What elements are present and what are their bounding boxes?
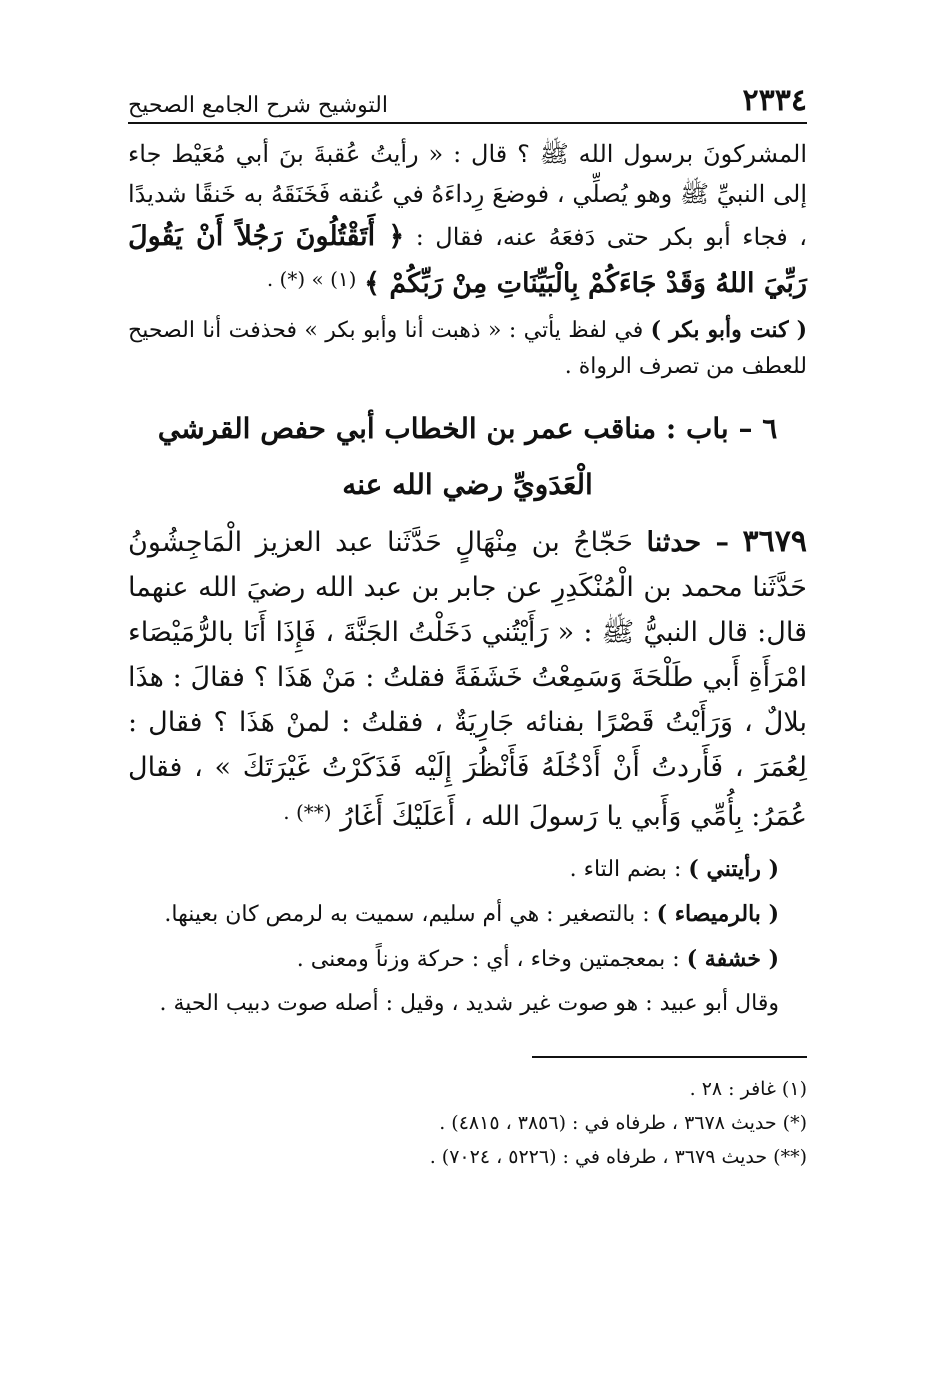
hadith-text: حَجّاجُ بن مِنْهَالٍ حَدَّثَنا عبد العزيز الْمَاجِشُونُ حَدَّثَنا محمد بن الْمُنْكَدِرِ عن جابر بن عبد الله رضيَ الله عنهما قال: قال النبيُّ ﷺ : « رَأَيْتُني دَخَلْتُ الجَنَّةَ ، فَإِذَا أَنَا بالرُّمَيْصَاء امْرَأَةِ أَبي طَلْحَةَ وَسَمِعْتُ خَشَفَةً فقلتُ : مَنْ هَذَا ؟ فقالَ : هذَا بلالٌ ، وَرَأَيْتُ قَصْرًا بفنائه جَارِيَةٌ ، فقلتُ : لمنْ هَذَا ؟ فقال : لِعُمَرَ ، فَأَردتُ أَنْ أَدْخُلَهُ فَأَنْظُرَ إِلَيْه فَذَكَرْتُ غَيْرَتَكَ » ، فقال عُمَرُ: بِأُمِّي وَأَبي يا رَسولَ الله ، أَعَلَيْكَ أَغَارُ [128, 527, 807, 832]
note-term: ( كنت وأبو بكر ) [650, 317, 808, 343]
running-title: التوشيح شرح الجامع الصحيح [128, 93, 388, 118]
hadith-intro: – حدثنا [646, 527, 730, 558]
footnote-rule [532, 1056, 807, 1058]
explanation-text: وقال أبو عبيد : هو صوت غير شديد ، وقيل : أصله صوت دبيب الحية . [159, 991, 779, 1016]
footnote-1: (١) غافر : ٢٨ . [689, 1078, 807, 1100]
explanation-term: ( خشفة ) [686, 946, 779, 972]
chapter-heading [128, 401, 807, 513]
hadith-number: ٣٦٧٩ [742, 524, 807, 559]
explanations [128, 847, 807, 1026]
chapter-title-line-1: ٦ – باب : مناقب عمر بن الخطاب أبي حفص القرشي [157, 412, 778, 445]
explanation-term: ( رأيتني ) [688, 856, 779, 882]
explanation-item [128, 937, 807, 982]
explanation-text: : بمعجمتين وخاء ، أي : حركة وزناً ومعنى . [296, 947, 680, 972]
header-rule [128, 122, 807, 124]
page-number: ٢٣٣٤ [742, 83, 807, 118]
explanation-item [128, 892, 807, 937]
footnote-3: (**) حديث ٣٦٧٩ ، طرفاه في : (٥٢٢٦ ، ٧٠٢٤) . [429, 1146, 807, 1168]
opening-text: المشركونَ برسول الله ﷺ ؟ قال : « رأيتُ عُقبةَ بنَ أبي مُعَيْط جاء إلى النبيِّ ﷺ وهو يُصلِّي ، فوضعَ رِداءَهُ في عُنقه فَخَنَقَهُ به خَنقًا شديدًا ، فجاء أبو بكر حتى دَفعَهُ عنه، فقال : [128, 140, 807, 251]
footnote-refs: (١) » (*) . [266, 267, 357, 291]
explanation-text: : بضم التاء . [569, 857, 682, 882]
explanation-item [128, 982, 807, 1026]
quran-verse: ﴿ أَتَقْتُلُونَ رَجُلاً أَنْ يَقُولَ رَبِّيَ اللهُ وَقَدْ جَاءَكُمْ بِالْبَيِّنَاتِ مِنْ رَبِّكُمْ ﴾ [128, 221, 807, 299]
footnote-2: (*) حديث ٣٦٧٨ ، طرفاه في : (٣٨٥٦ ، ٤٨١٥) . [439, 1112, 807, 1134]
hadith-footnote-ref: (**) . [283, 800, 332, 824]
explanation-text: : بالتصغير : هي أم سليم، سميت به لرمص كان بعينها. [164, 902, 650, 927]
explanation-term: ( بالرميصاء ) [656, 901, 779, 927]
explanation-item [128, 847, 807, 892]
footnotes [128, 1072, 807, 1174]
chapter-title-line-2: الْعَدَويِّ رضي الله عنه [342, 468, 593, 501]
note-paragraph [128, 312, 807, 385]
page-header [128, 78, 807, 118]
note-text: في لفظ يأتي : « ذهبت أنا وأبو بكر » فحذفت أنا الصحيح للعطف من تصرف الرواة . [128, 318, 807, 379]
hadith-paragraph [128, 519, 807, 839]
opening-paragraph [128, 134, 807, 306]
